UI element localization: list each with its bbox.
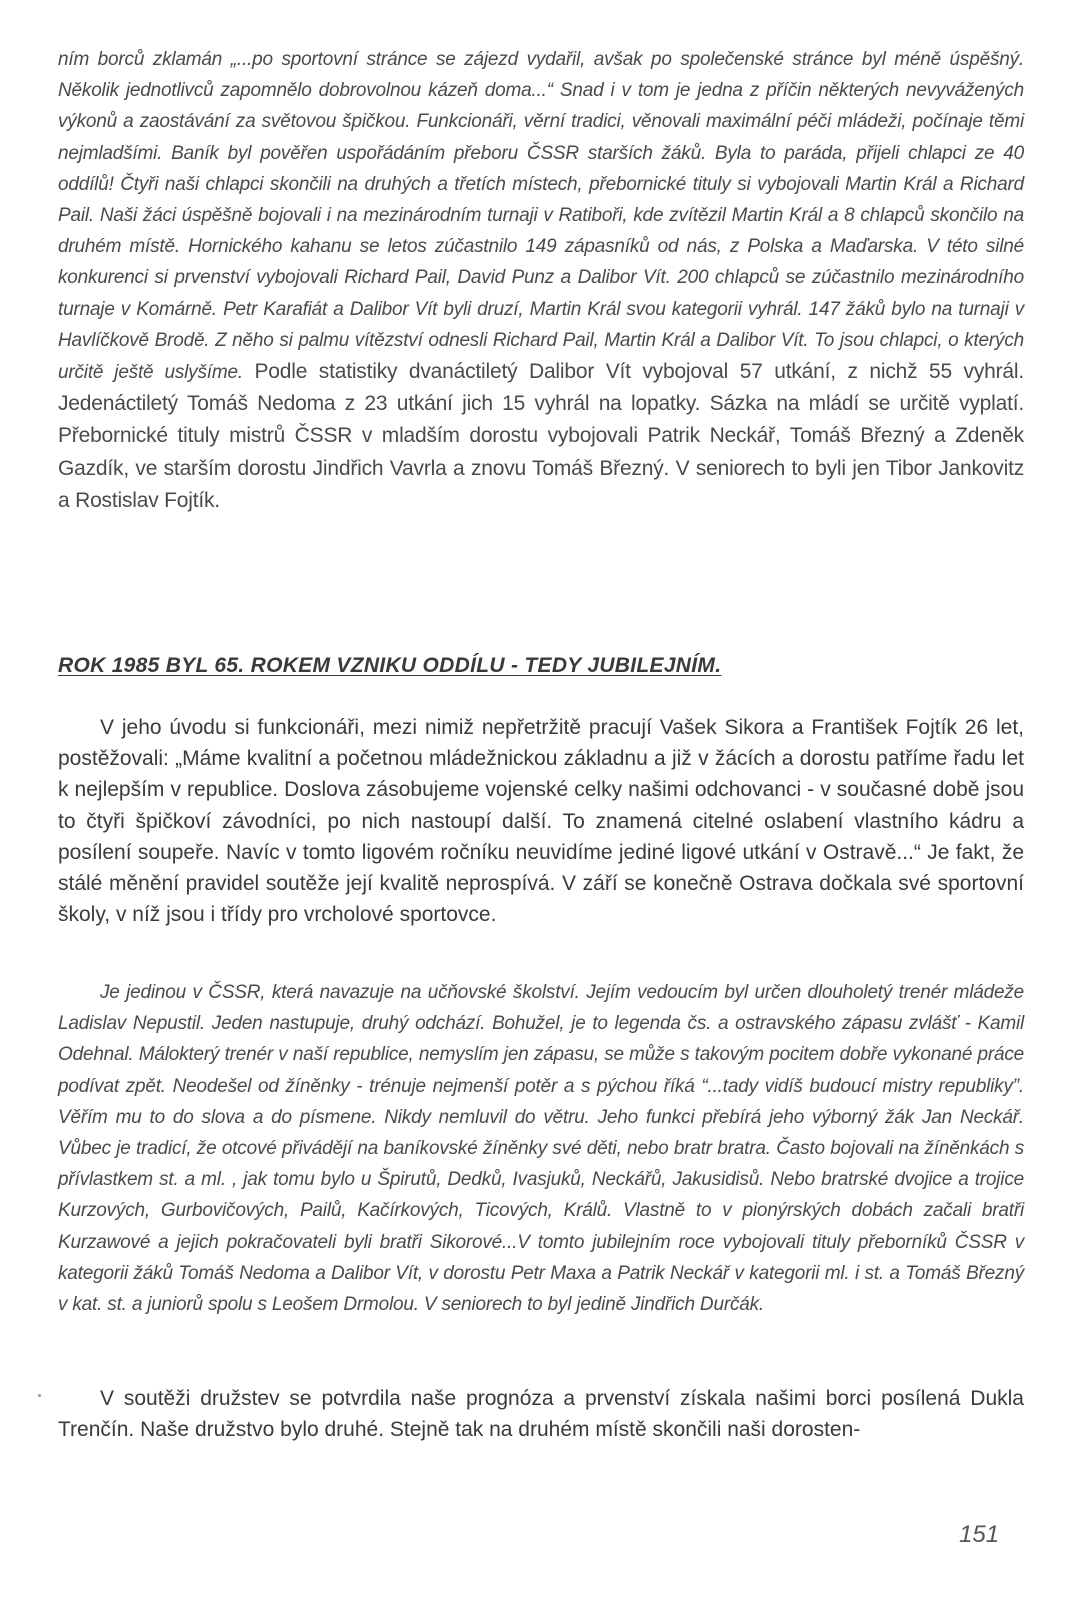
paragraph-team-competition: V soutěži družstev se potvrdila naše prognóza a prvenství získala našimi borci posílená Dukla Trenčín. Naše družstvo bylo druhé. Stejně tak na druhém místě skončili naši dorosten-	[58, 1387, 1024, 1442]
paragraph-intro-italic: ním borců zklamán „...po sportovní stránce se zájezd vydařil, avšak po společenské stránce byl méně úspěšný. Několik jednotlivců zapomnělo dobrovolnou kázeň doma...“ Snad i v tom je jedna z příčin některých nevyvážených výkonů a zaostávání za světovou špičkou. Funkcionáři, věrní tradici, věnovali maximální péči mládeži, počínaje těmi nejmladšími. Baník byl pověřen uspořádáním přeboru ČSSR starších žáků. Byla to paráda, přijeli chlapci ze 40 oddílů! Čtyři naši chlapci skončili na druhých a třetích místech, přebornické tituly si vybojovali Martin Král a Richard Pail. Naši žáci úspěšně bojovali i na mezinárodním turnaji v Ratiboři, kde zvítězil Martin Král a 8 chlapců skončilo na druhém místě. Hornického kahanu se letos zúčastnilo 149 zápasníků od nás, z Polska a Maďarska. V této silné konkurenci si prvenství vybojovali Richard Pail, David Punz a Dalibor Vít. 200 chlapců se zúčastnilo mezinárodního turnaje v Komárně. Petr Karafiát a Dalibor Vít byli druzí, Martin Král svou kategorii vyhrál. 147 žáků bylo na turnaji v Havlíčkově Brodě. Z něho si palmu vítězství odnesli Richard Pail, Martin Král a Dalibor Vít. To jsou chlapci, o kterých určitě ještě uslyšíme.	[58, 49, 1024, 384]
paragraph-intro-regular: Podle statistiky dvanáctiletý Dalibor Vít vybojoval 57 utkání, z nichž 55 vyhrál. Jedenáctiletý Tomáš Nedoma z 23 utkání jich 15 vyhrál na lopatky. Sázka na mládí se určitě vyplatí. Přebornické tituly mistrů ČSSR v mladším dorostu vybojovali Patrik Neckář, Tomáš Březný a Zdeněk Gazdík, ve starším dorostu Jindřich Vavrla a znovu Tomáš Březný. V seniorech to byli jen Tibor Jankovitz a Rostislav Fojtík.	[58, 360, 1024, 512]
page-number: 151	[959, 1521, 1000, 1548]
paragraph-section-intro: V jeho úvodu si funkcionáři, mezi nimiž nepřetržitě pracují Vašek Sikora a František Fojtík 26 let, postěžovali: „Máme kvalitní a početnou mládežnickou základnu a již v žácích a dorostu patříme řadu let k nejlepším v republice. Doslova zásobujeme vojenské celky našimi odchovanci - v současné době jsou to čtyři špičkoví závodníci, po nich nastoupí další. To znamená citelné oslabení vlastního kádru a posílení soupeře. Navíc v tomto ligovém ročníku neuvidíme jediné ligové utkání v Ostravě...“ Je fakt, že stálé měnění pravidel soutěže její kvalitě neprospívá. V září se konečně Ostrava dočkala své sportovní školy, v níž jsou i třídy pro vrcholové sportovce.	[58, 716, 1024, 927]
paragraph-school-coaches: Je jedinou v ČSSR, která navazuje na učňovské školství. Jejím vedoucím byl určen dlouholetý trenér mládeže Ladislav Nepustil. Jeden nastupuje, druhý odchází. Bohužel, je to legenda čs. a ostravského zápasu zvlášť - Kamil Odehnal. Málokterý trenér v naší republice, nemyslím jen zápasu, se může s takovým pocitem dobře vykonané práce podívat zpět. Neodešel od žíněnky - trénuje nejmenší potěr a s pýchou říká “...tady vidíš budoucí mistry republiky”. Věřím mu to do slova a do písmene. Nikdy nemluvil do větru. Jeho funkci přebírá jeho výborný žák Jan Neckář. Vůbec je tradicí, že otcové přivádějí na baníkovské žíněnky své děti, nebo bratr bratra. Často bojovali na žíněnkách s přívlastkem st. a ml. , jak tomu bylo u Špirutů, Dedků, Ivasjuků, Neckářů, Jakusidisů. Nebo bratrské dvojice a trojice Kurzových, Gurbovičových, Pailů, Kačírkových, Ticových, Králů. Vlastně to v pionýrských dobách začali bratři Kurzawové a jejich pokračovateli byli bratři Sikorové...V tomto jubilejním roce vybojovali tituly přeborníků ČSSR v kategorii žáků Tomáš Nedoma a Dalibor Vít, v dorostu Petr Maxa a Patrik Neckář v kategorii ml. i st. a Tomáš Březný v kat. st. a juniorů spolu s Leošem Drmolou. V seniorech to byl jedině Jindřich Durčák.	[58, 982, 1024, 1316]
margin-dot	[38, 1394, 41, 1397]
section-heading: ROK 1985 BYL 65. ROKEM VZNIKU ODDÍLU - TEDY JUBILEJNÍM.	[58, 654, 722, 677]
paragraph-intro	[58, 44, 1024, 517]
